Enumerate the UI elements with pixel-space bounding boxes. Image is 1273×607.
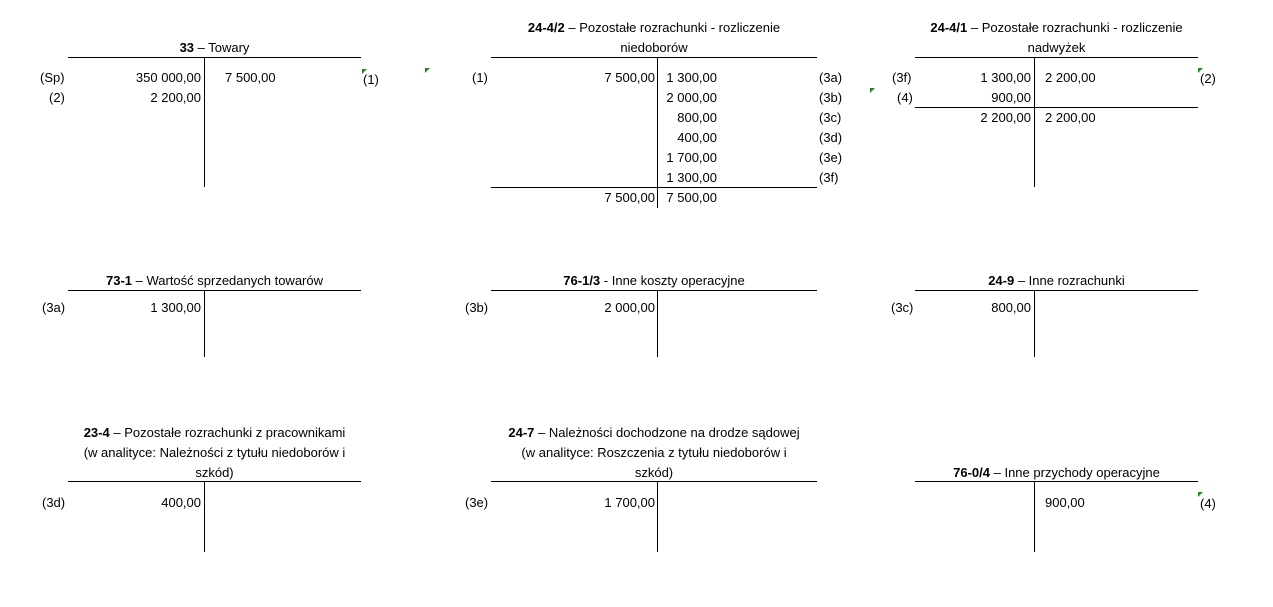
account-code: 24-7 [508, 425, 535, 440]
entry-label-right: (3b) [819, 90, 843, 105]
credit-amount: 800,00 [677, 110, 717, 125]
account-33-title [68, 38, 361, 58]
account-76-0-4-top-line [915, 481, 1198, 482]
entry-label: (2) [49, 90, 65, 105]
entry-label-right: (3a) [819, 70, 843, 85]
account-73-1-divider [204, 290, 205, 357]
account-name-line2: niedoborów [620, 40, 688, 55]
entry-label-right: (4) [1200, 496, 1216, 511]
entry-label-right: (3c) [819, 110, 842, 125]
debit-amount: 7 500,00 [604, 70, 655, 85]
account-name-line2: (w analityce: Roszczenia z tytułu niedoborów i [521, 445, 787, 460]
entry-label: (Sp) [40, 70, 65, 85]
credit-amount: 900,00 [1045, 495, 1085, 510]
account-24-4-2-divider [657, 57, 658, 208]
account-76-1-3-divider [657, 290, 658, 357]
credit-amount: 1 300,00 [666, 70, 717, 85]
credit-amount: 1 700,00 [666, 150, 717, 165]
entry-label: (3f) [892, 70, 912, 85]
entry-label: (3b) [465, 300, 489, 315]
total-debit: 7 500,00 [604, 190, 655, 205]
account-24-4-1-top-line [915, 57, 1198, 58]
total-credit: 7 500,00 [666, 190, 717, 205]
account-23-4-divider [204, 481, 205, 552]
entry-label: (3c) [891, 300, 914, 315]
account-33-top-line [68, 57, 361, 58]
account-73-1-top-line [68, 290, 361, 291]
account-name: – Pozostałe rozrachunki z pracownikami [109, 425, 346, 440]
account-name-line3: szkód) [195, 465, 234, 480]
account-name: – Inne rozrachunki [1014, 273, 1125, 288]
entry-label: (3e) [465, 495, 489, 510]
account-name-line2: (w analityce: Należności z tytułu niedoborów i [83, 445, 346, 460]
account-name: – Towary [194, 40, 250, 55]
account-24-9-title [915, 271, 1198, 291]
account-33-divider [204, 57, 205, 187]
account-76-1-3-title [491, 271, 817, 291]
entry-label-right: (1) [363, 72, 379, 87]
account-76-1-3-top-line [491, 290, 817, 291]
comment-marker [362, 69, 367, 74]
debit-amount: 350 000,00 [135, 70, 201, 85]
total-credit: 2 200,00 [1045, 110, 1096, 125]
account-24-7-top-line [491, 481, 817, 482]
account-24-9-top-line [915, 290, 1198, 291]
account-name: - Inne koszty operacyjne [600, 273, 745, 288]
account-code: 24-9 [988, 273, 1015, 288]
credit-amount: 400,00 [677, 130, 717, 145]
entry-label: (3d) [42, 495, 66, 510]
account-24-4-1-title [915, 18, 1198, 58]
account-24-7-divider [657, 481, 658, 552]
entry-label-right: (2) [1200, 71, 1216, 86]
account-code: 73-1 [105, 273, 133, 288]
account-name: – Wartość sprzedanych towarów [132, 273, 323, 288]
comment-marker [425, 68, 430, 73]
credit-amount: 1 300,00 [666, 170, 717, 185]
account-name-line3: szkód) [634, 465, 674, 480]
debit-amount: 400,00 [161, 495, 201, 510]
entry-label: (1) [472, 70, 488, 85]
debit-amount: 900,00 [991, 90, 1031, 105]
total-debit: 2 200,00 [980, 110, 1031, 125]
debit-amount: 1 300,00 [150, 300, 201, 315]
credit-amount: 2 200,00 [1045, 70, 1096, 85]
account-24-4-2-title [491, 18, 817, 58]
account-name-line2: nadwyżek [1027, 40, 1086, 55]
account-code: 33 [179, 40, 195, 55]
account-code: 24-4/1 [930, 20, 968, 35]
account-name: – Inne przychody operacyjne [990, 465, 1160, 480]
account-23-4-top-line [68, 481, 361, 482]
account-24-4-2-total-line [491, 187, 817, 188]
entry-label-right: (3d) [819, 130, 843, 145]
account-24-7-title [491, 423, 817, 483]
debit-amount: 2 200,00 [150, 90, 201, 105]
account-24-9-divider [1034, 290, 1035, 357]
debit-amount: 800,00 [991, 300, 1031, 315]
debit-amount: 1 300,00 [980, 70, 1031, 85]
account-23-4-title [68, 423, 361, 483]
account-code: 24-4/2 [527, 20, 565, 35]
comment-marker [870, 88, 875, 93]
account-76-0-4-divider [1034, 481, 1035, 552]
entry-label: (3a) [42, 300, 66, 315]
entry-label-right: (3e) [819, 150, 843, 165]
account-name: – Pozostałe rozrachunki - rozliczenie [564, 20, 781, 35]
debit-amount: 1 700,00 [604, 495, 655, 510]
account-24-4-2-top-line [491, 57, 817, 58]
entry-label-right: (3f) [819, 170, 839, 185]
account-24-4-1-divider [1034, 57, 1035, 187]
account-name: – Należności dochodzone na drodze sądowej [534, 425, 800, 440]
account-code: 76-1/3 [563, 273, 601, 288]
credit-amount: 7 500,00 [225, 70, 276, 85]
account-76-0-4-title [915, 463, 1198, 483]
debit-amount: 2 000,00 [604, 300, 655, 315]
account-code: 76-0/4 [953, 465, 991, 480]
entry-label: (4) [897, 90, 913, 105]
account-name: – Pozostałe rozrachunki - rozliczenie [967, 20, 1183, 35]
account-24-4-1-total-line [915, 107, 1198, 108]
credit-amount: 2 000,00 [666, 90, 717, 105]
account-code: 23-4 [83, 425, 110, 440]
account-73-1-title [68, 271, 361, 291]
